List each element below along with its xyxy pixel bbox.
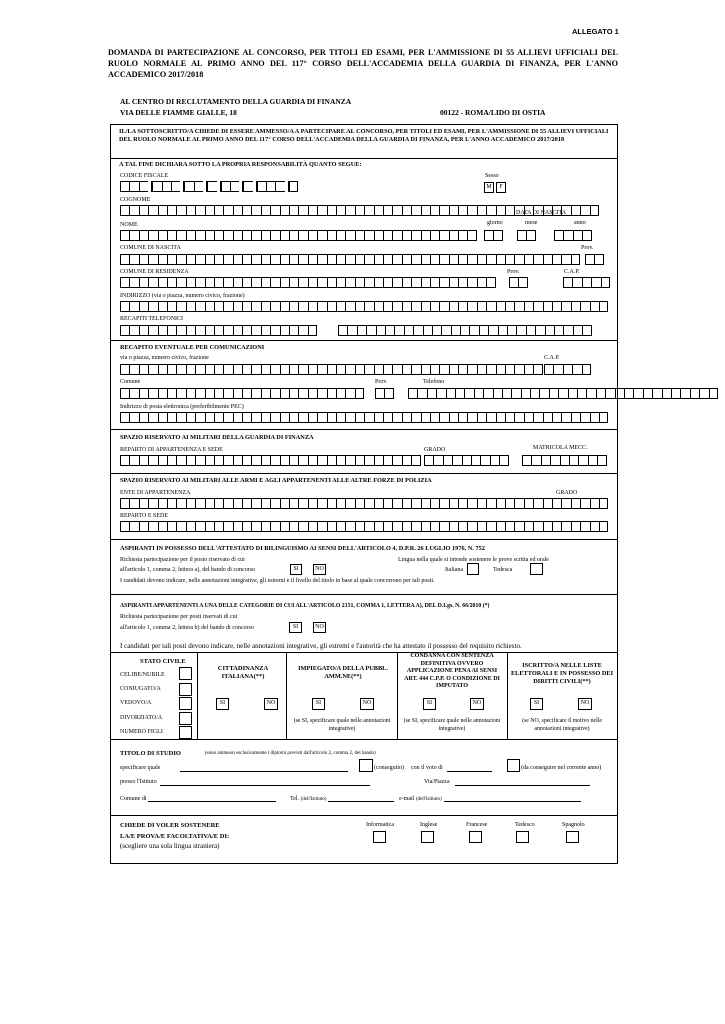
vedovo-checkbox[interactable]: [179, 697, 192, 710]
istituto-tel-field[interactable]: [328, 801, 394, 802]
condanna-si-checkbox[interactable]: SI: [423, 698, 436, 710]
specificare-label: specificare quale: [120, 765, 161, 771]
istituto-label: presso l'Istituto: [120, 779, 157, 785]
iscritto-no-checkbox[interactable]: NO: [578, 698, 592, 710]
recapito-cap-field[interactable]: [544, 364, 591, 375]
reparto-gdf-field[interactable]: [120, 455, 421, 466]
mese-field[interactable]: [517, 230, 536, 241]
recapito-cap-label: C.A.P.: [544, 355, 560, 361]
declare-text: A TAL FINE DICHIARA SOTTO LA PROPRIA RESPONSABILITÀ QUANTO SEGUE:: [119, 161, 362, 168]
matricola-label: MATRICOLA MECC.: [533, 445, 588, 451]
nome-label: NOME: [120, 222, 138, 228]
anno-field[interactable]: [554, 230, 592, 241]
categorie-no-checkbox[interactable]: NO: [313, 622, 326, 633]
italiana-checkbox[interactable]: [467, 563, 479, 575]
istituto-via-label: Via/Piazza: [424, 779, 450, 785]
bilinguismo-si-checkbox[interactable]: SI: [290, 564, 302, 575]
prov-nascita-label: Prov.: [581, 245, 594, 251]
intro-text: IL/LA SOTTOSCRITTO/A CHIEDE DI ESSERE AMMESSO/A A PARTECIPARE AL CONCORSO, PER TITOLI ED ESAMI, PER L'AMMISSIONE DI 55 ALLIEVI UFFICIALI DEL RUOLO NORMALE AL PRIMO ANNO DEL 117° CORSO DELL'ACCADEMIA DELLA GUARDIA DI FINANZA, PER L'ANNO ACCADEMICO 2017/2018: [119, 128, 609, 143]
comune-residenza-field[interactable]: [120, 277, 496, 288]
conseguito-label: (conseguito): [374, 765, 404, 771]
ente-field[interactable]: [120, 498, 608, 509]
condanna-note: (se SI, specificare quale nelle annotazioni integrative): [403, 718, 501, 732]
militari-altri-title: SPAZIO RISERVATO AI MILITARI ALLE ARMI E AGLI APPARTENENTI ALLE ALTRE FORZE DI POLIZIA: [120, 477, 432, 484]
stato-opt-0: CELIBE/NUBILE: [120, 672, 165, 678]
data-nascita-label: DATA DI NASCITA: [516, 210, 567, 216]
sesso-m-checkbox[interactable]: M: [484, 182, 494, 193]
recapito-comune-field[interactable]: [120, 388, 364, 399]
codice-fiscale-label: CODICE FISCALE: [120, 173, 169, 179]
italiana-label: Italiana: [445, 567, 463, 573]
cap-residenza-field[interactable]: [563, 277, 610, 288]
tedesca-checkbox[interactable]: [530, 563, 543, 575]
bilinguismo-no-checkbox[interactable]: NO: [313, 564, 326, 575]
recapito-via-field[interactable]: [120, 364, 543, 375]
recapito-title: RECAPITO EVENTUALE PER COMUNICAZIONI: [120, 344, 265, 351]
lingua-line1: CHIEDE DI VOLER SOSTENERE: [120, 822, 220, 829]
tedesca-label: Tedesca: [493, 567, 513, 573]
lingua-opt-3: Tedesco: [515, 822, 535, 828]
reparto-sede-field[interactable]: [120, 521, 608, 532]
recapito-pec-field[interactable]: [120, 412, 608, 423]
giorno-field[interactable]: [484, 230, 503, 241]
iscritto-si-checkbox[interactable]: SI: [530, 698, 543, 710]
condanna-title: CONDANNA CON SENTENZA DEFINITIVA OVVERO APPLICAZIONE PENA AI SENSI ART. 444 C.P.P. O CONDIZIONE DI IMPUTATO: [404, 653, 500, 689]
lingua-prove-label: Lingua nella quale si intende sostenere le prove scritta ed orale: [398, 557, 549, 563]
comune-nascita-field[interactable]: [120, 254, 580, 265]
recapito-comune-label: Comune: [120, 379, 141, 385]
form-title: DOMANDA DI PARTECIPAZIONE AL CONCORSO, PER TITOLI ED ESAMI, PER L'AMMISSIONE DI 55 ALLIEVI UFFICIALI DEL RUOLO NORMALE AL PRIMO ANNO DEL 117° CORSO DELL'ACCADEMIA DELLA GUARDIA DI FINANZA, PER L'ANNO ACCADEMICO 2017/2018: [108, 48, 618, 79]
coniugato-checkbox[interactable]: [179, 683, 192, 696]
istituto-field[interactable]: [160, 785, 370, 786]
impiegato-no-checkbox[interactable]: NO: [360, 698, 374, 710]
iscritto-note: (se NO, specificare il motivo nelle annotazioni integrative): [522, 718, 602, 732]
condanna-no-checkbox[interactable]: NO: [470, 698, 484, 710]
reparto-gdf-label: REPARTO DI APPARTENENZA E SEDE: [120, 447, 223, 453]
spagnolo-checkbox[interactable]: [566, 831, 579, 843]
tedesco-checkbox[interactable]: [516, 831, 529, 843]
istituto-via-field[interactable]: [455, 785, 590, 786]
allegato-label: ALLEGATO 1: [572, 27, 619, 36]
impiegato-si-checkbox[interactable]: SI: [312, 698, 325, 710]
recapito-via-label: via o piazza, numero civico, frazione: [120, 355, 209, 361]
cittadinanza-title: CITTADINANZA ITALIANA(**): [217, 665, 269, 680]
matricola-field[interactable]: [522, 455, 607, 466]
informatica-checkbox[interactable]: [373, 831, 386, 843]
numero-figli-field[interactable]: [179, 726, 192, 739]
specificare-field[interactable]: [180, 771, 348, 772]
istituto-tel-label: Tel. (dell'Istituto): [290, 796, 327, 802]
divorziato-checkbox[interactable]: [179, 712, 192, 725]
istituto-email-field[interactable]: [444, 801, 581, 802]
recapito-prov-label: Prov.: [375, 379, 388, 385]
categorie-note: I candidati per tali posti devono indicare, nelle annotazioni integrative, gli estremi e l'autorità che ha attestato il possesso del requisito richiesto.: [120, 642, 522, 650]
iscritto-title: ISCRITTO/A NELLE LISTE ELETTORALI E IN POSSESSO DEI DIRITTI CIVILI(**): [510, 662, 614, 685]
stato-civile-title: STATO CIVILE: [140, 658, 186, 665]
categorie-title: ASPIRANTI APPARTENENTI A UNA DELLE CATEGORIE DI CUI ALL'ARTICOLO 2151, COMMA 1, LETTERA A), DEL D.Lgs. N. 66/2010 (*): [120, 603, 490, 609]
cittadinanza-no-checkbox[interactable]: NO: [264, 698, 278, 710]
recapito-telefonico-2[interactable]: [338, 325, 592, 336]
prov-nascita-field[interactable]: [585, 254, 604, 265]
impiegato-note: (se SI, specificare quale nelle annotazioni integrative): [293, 718, 391, 732]
giorno-label: giorno: [487, 220, 503, 226]
grado-gdf-label: GRADO: [424, 447, 446, 453]
recapiti-label: RECAPITI TELEFONICI: [120, 316, 184, 322]
corrente-checkbox[interactable]: [507, 759, 520, 772]
francese-checkbox[interactable]: [469, 831, 482, 843]
studio-note: (sono ammessi esclusivamente i diplomi previsti dall'articolo 2, comma 2, del bando): [205, 751, 376, 756]
indirizzo-field[interactable]: [120, 301, 608, 312]
reparto-sede-label: REPARTO E SEDE: [120, 513, 168, 519]
cittadinanza-si-checkbox[interactable]: SI: [216, 698, 229, 710]
cap-residenza-label: C.A.P.: [564, 269, 580, 275]
comune-nascita-label: COMUNE DI NASCITA: [120, 245, 181, 251]
ente-label: ENTE DI APPARTENENZA: [120, 490, 191, 496]
stato-opt-2: VEDOVO/A: [120, 700, 152, 706]
comune-residenza-label: COMUNE DI RESIDENZA: [120, 269, 189, 275]
cognome-label: COGNOME: [120, 197, 151, 203]
stato-opt-3: DIVORZIATO/A: [120, 715, 163, 721]
stato-opt-1: CONIUGATO/A: [120, 686, 161, 692]
addressee-line2: VIA DELLE FIAMME GIALLE, 18: [120, 108, 237, 117]
voto-field[interactable]: [447, 771, 492, 772]
recapito-telefono-field[interactable]: [408, 388, 718, 399]
sesso-label: Sesso: [485, 173, 499, 179]
grado-altri-label: GRADO: [556, 490, 578, 496]
lingua-opt-0: Informatica: [366, 822, 394, 828]
categorie-line2: all'articolo 1, comma 2, lettera b) del bando di concorso: [120, 625, 254, 631]
lingua-line3: (scegliere una sola lingua straniera): [120, 842, 220, 850]
recapito-prov-field[interactable]: [375, 388, 394, 399]
prov-residenza-label: Prov.: [507, 269, 520, 275]
conseguito-checkbox[interactable]: [359, 759, 373, 772]
categorie-line1: Richiesta partecipazione per posti riservati di cui: [120, 614, 238, 620]
lingua-opt-4: Spagnolo: [562, 822, 585, 828]
bilinguismo-note: I candidati devono indicare, nelle annotazioni integrative, gli estremi e il livello del titolo in base al quale concorrono per tali posti.: [120, 578, 435, 584]
grado-gdf-field[interactable]: [424, 455, 509, 466]
istituto-comune-label: Comune di: [120, 796, 147, 802]
recapito-pec-label: Indirizzo di posta elettronica (preferibilmente PEC): [120, 404, 244, 410]
inglese-checkbox[interactable]: [421, 831, 434, 843]
indirizzo-label: INDIRIZZO (via o piazza, numero civico, frazione): [120, 293, 245, 299]
lingua-opt-2: Francese: [466, 822, 488, 828]
anno-label: anno: [574, 220, 586, 226]
categorie-si-checkbox[interactable]: SI: [289, 622, 302, 633]
sesso-f-checkbox[interactable]: F: [496, 182, 506, 193]
impiegato-title: IMPIEGATO/A DELLA PUBBL. AMM.NE(**): [298, 665, 388, 680]
istituto-email-label: e-mail (dell'Istituto): [399, 796, 442, 802]
nome-field[interactable]: [120, 230, 477, 241]
prov-residenza-field[interactable]: [509, 277, 528, 288]
militari-gdf-title: SPAZIO RISERVATO AI MILITARI DELLA GUARDIA DI FINANZA: [120, 434, 314, 441]
celibe-checkbox[interactable]: [179, 667, 192, 680]
bilinguismo-line2: all'articolo 1, comma 2, lettera a), del bando di concorso: [120, 567, 256, 573]
codice-fiscale-field[interactable]: [120, 181, 298, 192]
voto-label: con il voto di: [411, 765, 443, 771]
corrente-label: (da conseguire nel corrente anno): [521, 765, 602, 771]
addressee-line1: AL CENTRO DI RECLUTAMENTO DELLA GUARDIA DI FINANZA: [120, 97, 352, 106]
istituto-comune-field[interactable]: [148, 801, 276, 802]
bilinguismo-line1: Richiesta partecipazione per il posto riservato di cui: [120, 557, 245, 563]
mese-label: mese: [525, 220, 538, 226]
lingua-opt-1: Inglese: [420, 822, 438, 828]
recapito-telefono-label: Telefono: [423, 379, 445, 385]
studio-title: TITOLO DI STUDIO: [120, 750, 181, 757]
addressee-city: 00122 - ROMA/LIDO DI OSTIA: [440, 108, 546, 117]
lingua-line2: LA/E PROVA/E FACOLTATIVA/E DI:: [120, 833, 230, 840]
stato-opt-4: NUMERO FIGLI: [120, 729, 163, 735]
bilinguismo-title: ASPIRANTI IN POSSESSO DELL'ATTESTATO DI BILINGUISMO AI SENSI DELL'ARTICOLO 4, D.P.R. 26 LUGLIO 1976, N. 752: [120, 545, 485, 552]
recapito-telefonico-1[interactable]: [120, 325, 317, 336]
